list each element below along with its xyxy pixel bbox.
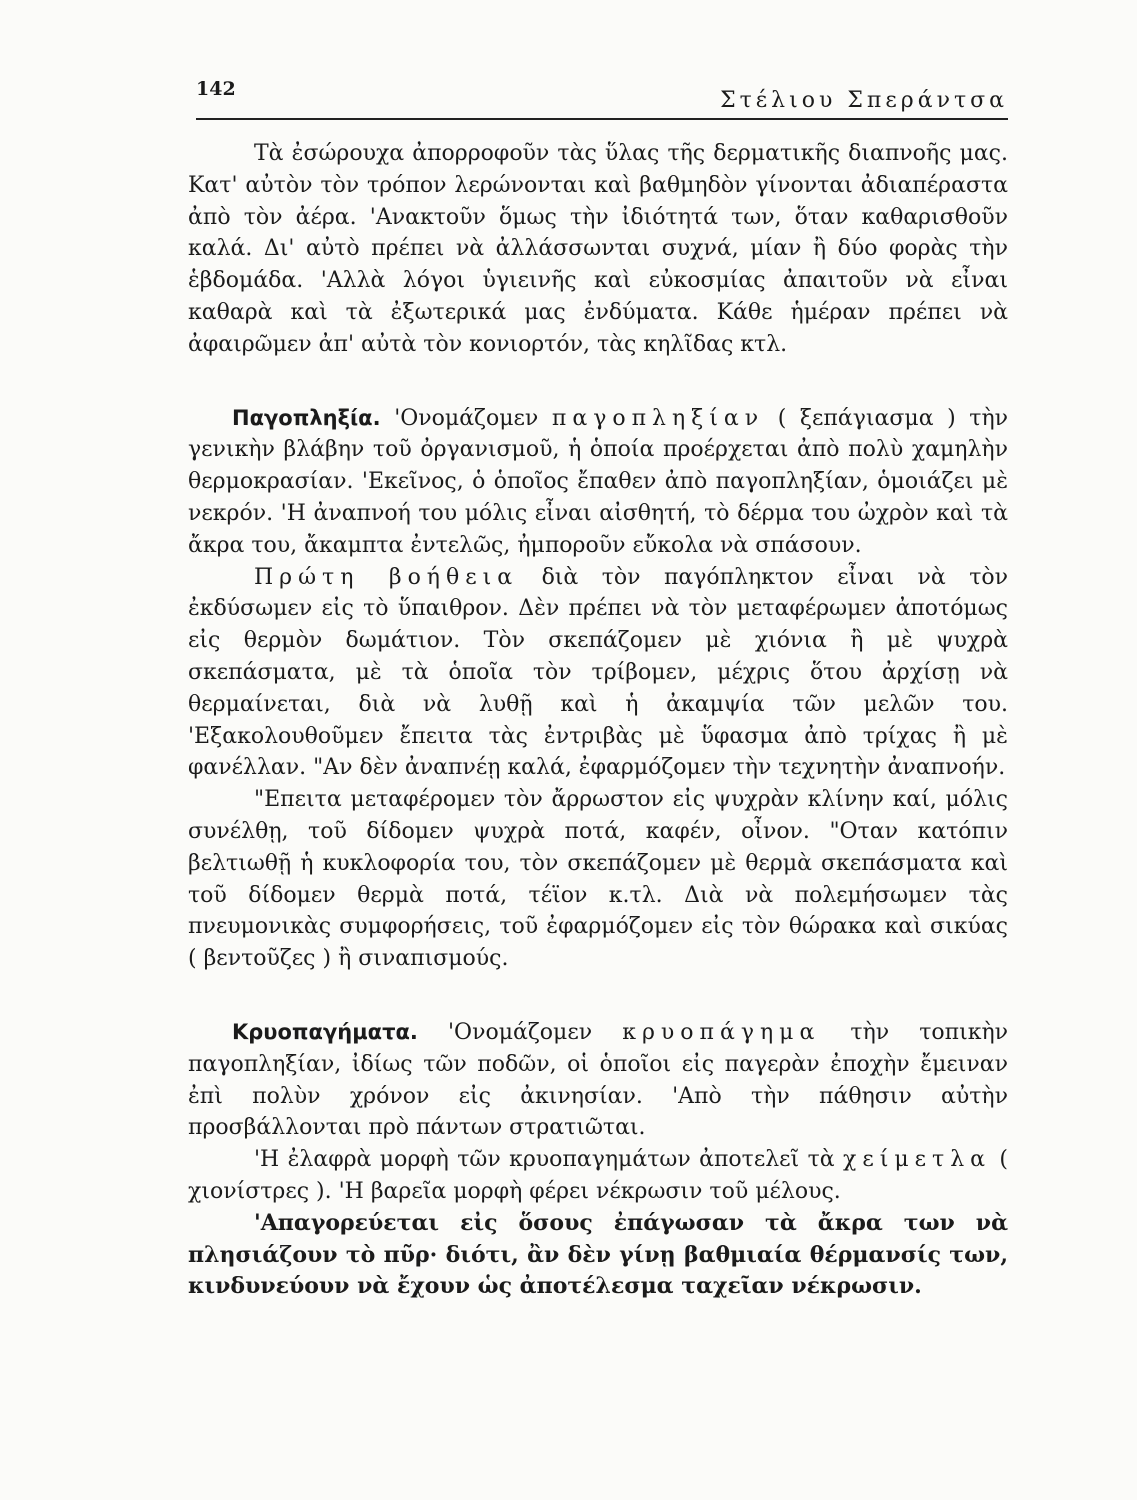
spaced-term: Πρώτη βοήθεια	[254, 564, 519, 590]
page-number: 142	[196, 78, 236, 100]
paragraph-first-aid	[188, 562, 1008, 785]
spaced-term: κρυοπάγημα	[622, 1019, 821, 1045]
paragraph-text: ( ξεπάγιασμα ) τὴν γενικὴν βλάβην τοῦ ὀργανισμοῦ, ἡ ὁποία προέρχεται ἀπὸ πολὺ χαμηλὴν θερμοκρασίαν. 'Εκεῖνος, ὁ ὁποῖος ἔπαθεν ἀπὸ παγοπληξίαν, ὁμοιάζει μὲ νεκρόν. 'Η ἀναπνοή του μόλις εἶναι αἰσθητή, τὸ δέρμα του ὠχρὸν καὶ τὰ ἄκρα του, ἄκαμπτα ἐντελῶς, ἠμποροῦν εὔκολα νὰ σπάσουν.	[188, 405, 1009, 558]
paragraph-warning	[188, 1208, 1008, 1303]
paragraph-aftercare	[188, 784, 1008, 975]
lead-word: 'Ονομάζομεν	[394, 405, 539, 431]
paragraph-text: διὰ τὸν παγόπληκτον εἶναι νὰ τὸν ἐκδύσωμεν εἰς τὸ ὕπαιθρον. Δὲν πρέπει νὰ τὸν μεταφέρωμεν ἀποτόμως εἰς θερμὸν δωμάτιον. Τὸν σκεπάζομεν μὲ χιόνια ἢ μὲ ψυχρὰ σκεπάσματα, μὲ τὰ ὁποῖα τὸν τρίβομεν, μέχρις ὅτου ἀρχίσῃ νὰ θερμαίνεται, διὰ νὰ λυθῇ καὶ ἡ ἀκαμψία τῶν μελῶν του. 'Εξακολουθοῦμεν ἔπειτα τὰς ἐντριβὰς μὲ ὕφασμα ἀπὸ τρίχας ἢ μὲ φανέλλαν. "Αν δὲν ἀναπνέῃ καλά, ἐφαρμόζομεν τὴν τεχνητὴν ἀναπνοήν.	[188, 564, 1008, 781]
paragraph-text: "Επειτα μεταφέρομεν τὸν ἄρρωστον εἰς ψυχρὰν κλίνην καί, μόλις συνέλθῃ, τοῦ δίδομεν ψυχρὰ ποτά, καφέν, οἶνον. "Οταν κατόπιν βελτιωθῇ ἡ κυκλοφορία του, τὸν σκεπάζομεν μὲ θερμὰ σκεπάσματα καὶ τοῦ δίδομεν θερμὰ ποτά, τέϊον κ.τλ. Διὰ νὰ πολεμήσωμεν τὰς πνευμονικὰς συμφορήσεις, τοῦ ἐφαρμόζομεν εἰς τὸν θώρακα καὶ σικύας ( βεντοῦζες ) ἢ σιναπισμούς.	[188, 787, 1008, 972]
paragraph-text: 'Απαγορεύεται εἰς ὅσους ἐπάγωσαν τὰ ἄκρα των νὰ πλησιάζουν τὸ πῦρ· διότι, ἂν δὲν γίνῃ βαθμιαία θέρμανσίς των, κινδυνεύουν νὰ ἔχουν ὡς ἀποτέλεσμα ταχεῖαν νέκρωσιν.	[188, 1209, 1008, 1300]
section-chilblains	[188, 1017, 1008, 1144]
page-header	[196, 78, 1008, 120]
paragraph-text: 'Η ἐλαφρὰ μορφὴ τῶν κρυοπαγημάτων ἀποτελεῖ τὰ	[254, 1147, 835, 1173]
paragraph-light-form	[188, 1144, 1008, 1208]
section-heading: Κρυοπαγήματα.	[232, 1019, 418, 1044]
paragraph-clothing	[188, 138, 1008, 361]
running-head: Στέλιου Σπεράντσα	[720, 88, 1008, 113]
paragraph-text: Τὰ ἐσώρουχα ἀπορροφοῦν τὰς ὕλας τῆς δερματικῆς διαπνοῆς μας. Κατ' αὐτὸν τὸν τρόπον λερώνονται καὶ βαθμηδὸν γίνονται ἀδιαπέραστα ἀπὸ τὸν ἀέρα. 'Ανακτοῦν ὅμως τὴν ἰδιότητά των, ὅταν καθαρισθοῦν καλά. Δι' αὐτὸ πρέπει νὰ ἀλλάσσωνται συχνά, μίαν ἢ δύο φορὰς τὴν ἑβδομάδα. 'Αλλὰ λόγοι ὑγιεινῆς καὶ εὐκοσμίας ἀπαιτοῦν νὰ εἶναι καθαρὰ καὶ τὰ ἐξωτερικά μας ἐνδύματα. Κάθε ἡμέραν πρέπει νὰ ἀφαιρῶμεν ἀπ' αὐτὰ τὸν κονιορτόν, τὰς κηλῖδας κτλ.	[188, 141, 1008, 357]
paragraph-text: ( χιονίστρες ). 'Η βαρεῖα μορφὴ φέρει νέκρωσιν τοῦ μέλους.	[188, 1147, 1008, 1204]
body-text	[188, 138, 1008, 1303]
section-heading: Παγοπληξία.	[232, 405, 381, 430]
spaced-term: χείμετλα	[842, 1147, 992, 1173]
paragraph-text: τὴν τοπικὴν παγοπληξίαν, ἰδίως τῶν ποδῶν, οἱ ὁποῖοι εἰς παγερὰν ἐποχὴν ἔμειναν ἐπὶ πολὺν χρόνον εἰς ἀκινησίαν. 'Απὸ τὴν πάθησιν αὐτὴν προσβάλλονται πρὸ πάντων στρατιῶται.	[188, 1019, 1009, 1141]
section-frostbite-general	[188, 403, 1008, 562]
spaced-term: παγοπληξίαν	[551, 405, 765, 431]
lead-word: 'Ονομάζομεν	[448, 1019, 593, 1045]
